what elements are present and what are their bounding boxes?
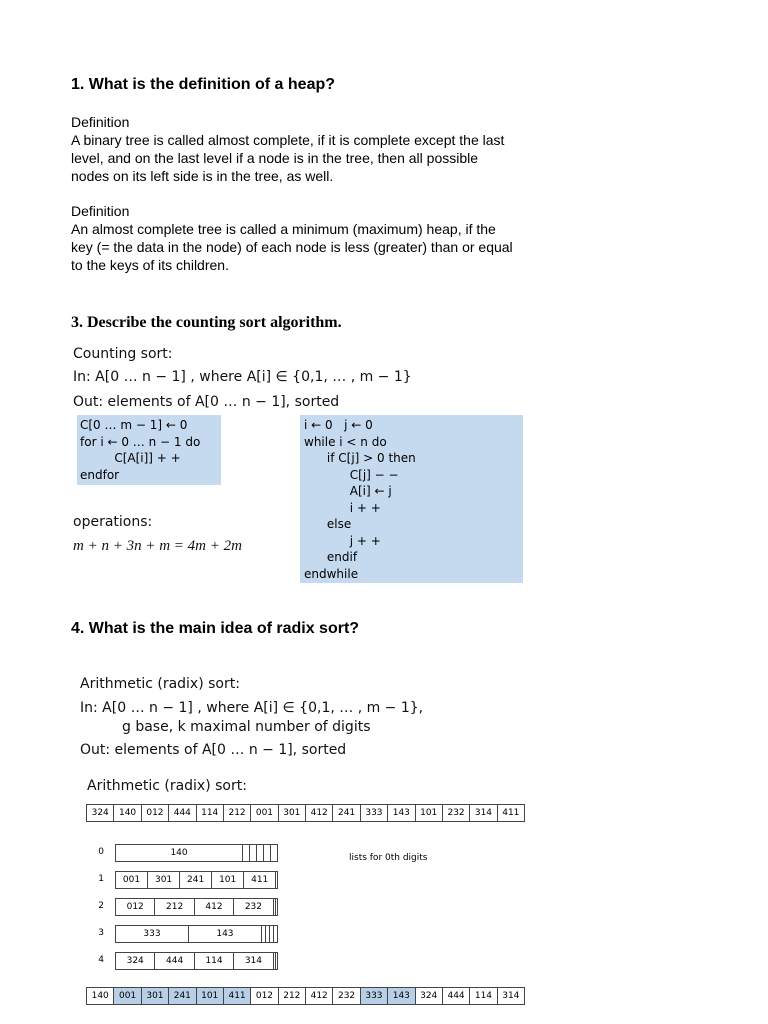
- operations-formula: m + n + 3n + m = 4m + 2m: [73, 538, 242, 554]
- bucket-cell: 333: [116, 926, 189, 943]
- code-line: endfor: [80, 467, 120, 482]
- bucket-label: 0: [98, 847, 104, 857]
- radix-in-2: g base, k maximal number of digits: [122, 719, 371, 735]
- radix-heading: Arithmetic (radix) sort:: [80, 676, 240, 692]
- array-cell: 314: [497, 988, 524, 1005]
- bucket-cell: 101: [212, 872, 244, 889]
- bucket-cell: [273, 926, 277, 943]
- array-cell: 114: [470, 988, 497, 1005]
- counting-sort-figure: [70, 343, 525, 585]
- code-line: i ← 0 j ← 0: [304, 418, 373, 432]
- bucket-cell: 143: [188, 926, 261, 943]
- init-code-box: [77, 415, 221, 485]
- bucket-cell: 140: [116, 845, 243, 862]
- array-cell: 314: [470, 805, 497, 822]
- def1-line: A binary tree is called almost complete, if it is complete except the last: [71, 132, 505, 148]
- bucket-cell: [264, 845, 271, 862]
- def1-label: Definition: [71, 114, 130, 130]
- bucket-cell: 232: [234, 899, 273, 916]
- code-line: j + +: [304, 533, 381, 548]
- code-line: C[j] − −: [304, 467, 399, 482]
- code-line: while i < n do: [304, 434, 387, 449]
- array-cell: 140: [114, 805, 141, 822]
- def2-line: key (= the data in the node) of each node is less (greater) than or equal: [71, 239, 513, 255]
- bucket-cell: 324: [116, 953, 155, 970]
- def2-line: to the keys of its children.: [71, 257, 229, 273]
- array-cell: 333: [360, 805, 387, 822]
- array-cell: 241: [333, 805, 360, 822]
- q1-title: 1. What is the definition of a heap?: [71, 76, 336, 93]
- bucket-label: 3: [98, 928, 104, 938]
- bucket-cell: [275, 899, 277, 916]
- bucket-cell: [276, 872, 278, 889]
- bucket-list: [115, 898, 278, 916]
- code-line: C[0 … m − 1] ← 0: [80, 418, 188, 432]
- radix-sort-figure: [72, 667, 557, 1015]
- array-cell: 012: [251, 988, 278, 1005]
- code-line: i + +: [304, 500, 381, 515]
- def1-line: level, and on the last level if a node is in the tree, then all possible: [71, 150, 479, 166]
- bucket-cell: [243, 845, 250, 862]
- code-line: endif: [304, 550, 358, 564]
- radix-in: In: A[0 … n − 1] , where A[i] ∈ {0,1, … , m − 1},: [80, 700, 424, 716]
- def2-label: Definition: [71, 203, 130, 219]
- operations-label: operations:: [73, 514, 153, 530]
- counting-sort-out: Out: elements of A[0 … n − 1], sorted: [73, 394, 340, 410]
- array-cell: 101: [196, 988, 223, 1005]
- q4-title: 4. What is the main idea of radix sort?: [71, 620, 360, 637]
- array-cell: 212: [223, 805, 250, 822]
- array-cell: 301: [141, 988, 168, 1005]
- bucket-note: lists for 0th digits: [349, 853, 428, 863]
- code-line: for i ← 0 … n − 1 do: [80, 434, 201, 449]
- bucket-list: [115, 952, 278, 970]
- array-cell: 412: [306, 805, 333, 822]
- array-cell: 444: [169, 805, 196, 822]
- bucket-cell: 314: [234, 953, 273, 970]
- bucket-list: [115, 925, 278, 943]
- code-line: C[A[i]] + +: [80, 451, 181, 465]
- bucket-cell: 411: [244, 872, 276, 889]
- code-line: if C[j] > 0 then: [304, 451, 416, 465]
- array-cell: 012: [141, 805, 168, 822]
- array-cell: 324: [415, 988, 442, 1005]
- bucket-cell: 412: [194, 899, 233, 916]
- array-cell: 232: [442, 805, 469, 822]
- bucket-cell: 241: [180, 872, 212, 889]
- bucket-list: [115, 844, 278, 862]
- array-cell: 101: [415, 805, 442, 822]
- counting-sort-in: In: A[0 … n − 1] , where A[i] ∈ {0,1, … , m − 1}: [73, 369, 412, 385]
- bucket-cell: 114: [194, 953, 233, 970]
- bucket-cell: 212: [155, 899, 194, 916]
- code-line: A[i] ← j: [304, 484, 392, 498]
- array-cell: 412: [306, 988, 333, 1005]
- bucket-cell: 001: [116, 872, 148, 889]
- code-line: endwhile: [304, 566, 359, 581]
- bucket-label: 1: [98, 874, 104, 884]
- array-cell: 241: [169, 988, 196, 1005]
- bucket-list: [115, 871, 278, 889]
- array-cell: 232: [333, 988, 360, 1005]
- q1-def2: [71, 202, 561, 274]
- result-array: [86, 987, 525, 1005]
- radix-out: Out: elements of A[0 … n − 1], sorted: [80, 742, 347, 758]
- array-cell: 411: [223, 988, 250, 1005]
- array-cell: 444: [442, 988, 469, 1005]
- array-cell: 411: [497, 805, 524, 822]
- q1-def1: [71, 113, 561, 185]
- array-cell: 114: [196, 805, 223, 822]
- bucket-label: 2: [98, 901, 104, 911]
- q3-title: 3. Describe the counting sort algorithm.: [71, 314, 342, 331]
- bucket-cell: [257, 845, 264, 862]
- bucket-cell: [275, 953, 277, 970]
- loop-code-box: [300, 415, 523, 583]
- bucket-cell: [271, 845, 278, 862]
- def1-line: nodes on its left side is in the tree, as well.: [71, 168, 334, 184]
- initial-array: [86, 804, 525, 822]
- array-cell: 333: [360, 988, 387, 1005]
- array-cell: 143: [388, 988, 415, 1005]
- bucket-cell: 012: [116, 899, 155, 916]
- array-cell: 212: [278, 988, 305, 1005]
- bucket-cell: [250, 845, 257, 862]
- bucket-cell: 444: [155, 953, 194, 970]
- bucket-cell: 301: [148, 872, 180, 889]
- counting-sort-heading: Counting sort:: [73, 346, 173, 362]
- radix-heading-2: Arithmetic (radix) sort:: [87, 778, 247, 794]
- array-cell: 001: [251, 805, 278, 822]
- array-cell: 143: [388, 805, 415, 822]
- array-cell: 324: [87, 805, 114, 822]
- bucket-label: 4: [98, 955, 104, 965]
- def2-line: An almost complete tree is called a minimum (maximum) heap, if the: [71, 221, 496, 237]
- code-line: else: [304, 517, 352, 531]
- array-cell: 140: [87, 988, 114, 1005]
- array-cell: 301: [278, 805, 305, 822]
- array-cell: 001: [114, 988, 141, 1005]
